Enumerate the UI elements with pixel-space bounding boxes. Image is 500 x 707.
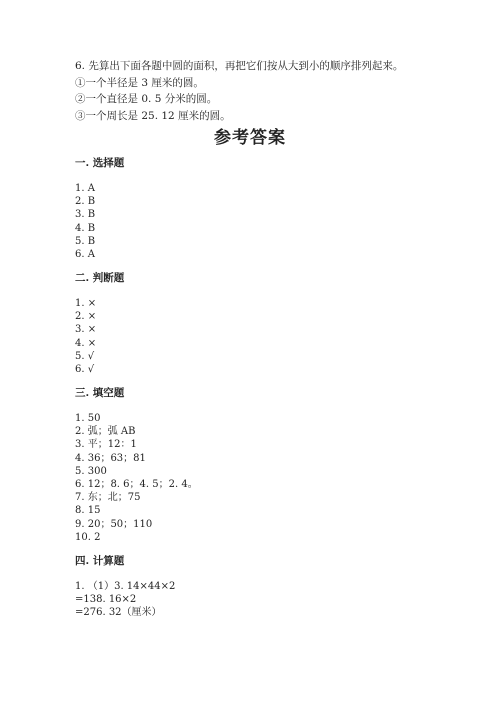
answer-item: 10. 2	[75, 531, 101, 543]
answer-list	[75, 412, 475, 544]
section-heading: 四. 计算题	[75, 555, 125, 567]
answer-item: 4. B	[75, 222, 96, 234]
answer-item: 5. B	[75, 235, 96, 247]
section-fill-in-blank	[75, 385, 475, 544]
answer-item: =276. 32（厘米）	[75, 607, 162, 619]
answer-item: 5. 300	[75, 465, 107, 477]
answer-key-title: 参考答案	[214, 128, 286, 148]
section-true-false	[75, 270, 475, 376]
answer-item: 5. √	[75, 350, 95, 362]
answer-item: 3. ×	[75, 324, 97, 336]
answer-item: 1. A	[75, 183, 95, 194]
answer-item: 1. ×	[75, 298, 97, 309]
answer-item: 9. 20；50；110	[75, 518, 153, 530]
answer-item: 6. √	[75, 364, 95, 376]
section-multiple-choice	[75, 155, 475, 261]
question-6	[75, 58, 475, 124]
answer-item: 4. ×	[75, 337, 97, 349]
answer-list	[75, 182, 475, 261]
answer-item: 6. A	[75, 249, 95, 261]
answer-item: =138. 16×2	[75, 594, 137, 606]
answer-item: 1. 50	[75, 413, 101, 424]
answer-item: 6. 12；8. 6；4. 5；2. 4。	[75, 479, 198, 491]
answer-item: 3. B	[75, 209, 96, 221]
answer-list	[75, 580, 475, 620]
question-6-prompt: 6. 先算出下面各题中圆的面积，再把它们按从大到小的顺序排列起来。	[75, 60, 404, 72]
answer-item: 4. 36；63；81	[75, 452, 146, 464]
section-calculation	[75, 553, 475, 620]
answer-item: 2. ×	[75, 311, 97, 323]
section-heading: 三. 填空题	[75, 387, 125, 399]
answer-item: 3. 平；12：1	[75, 439, 137, 451]
question-6-item-2: ②一个直径是 0. 5 分米的圆。	[75, 93, 218, 105]
question-6-item-3: ③一个周长是 25. 12 厘米的圆。	[75, 109, 231, 122]
answer-item: 8. 15	[75, 505, 101, 517]
answer-item: 2. B	[75, 196, 96, 208]
answer-list	[75, 297, 475, 376]
answer-item: 1. （1）3. 14×44×2	[75, 581, 176, 592]
answer-item: 2. 弧；弧 AB	[75, 426, 136, 438]
section-heading: 二. 判断题	[75, 272, 125, 284]
question-6-item-1: ①一个半径是 3 厘米的圆。	[75, 76, 204, 89]
section-heading: 一. 选择题	[75, 157, 125, 169]
answer-item: 7. 东；北；75	[75, 492, 141, 504]
